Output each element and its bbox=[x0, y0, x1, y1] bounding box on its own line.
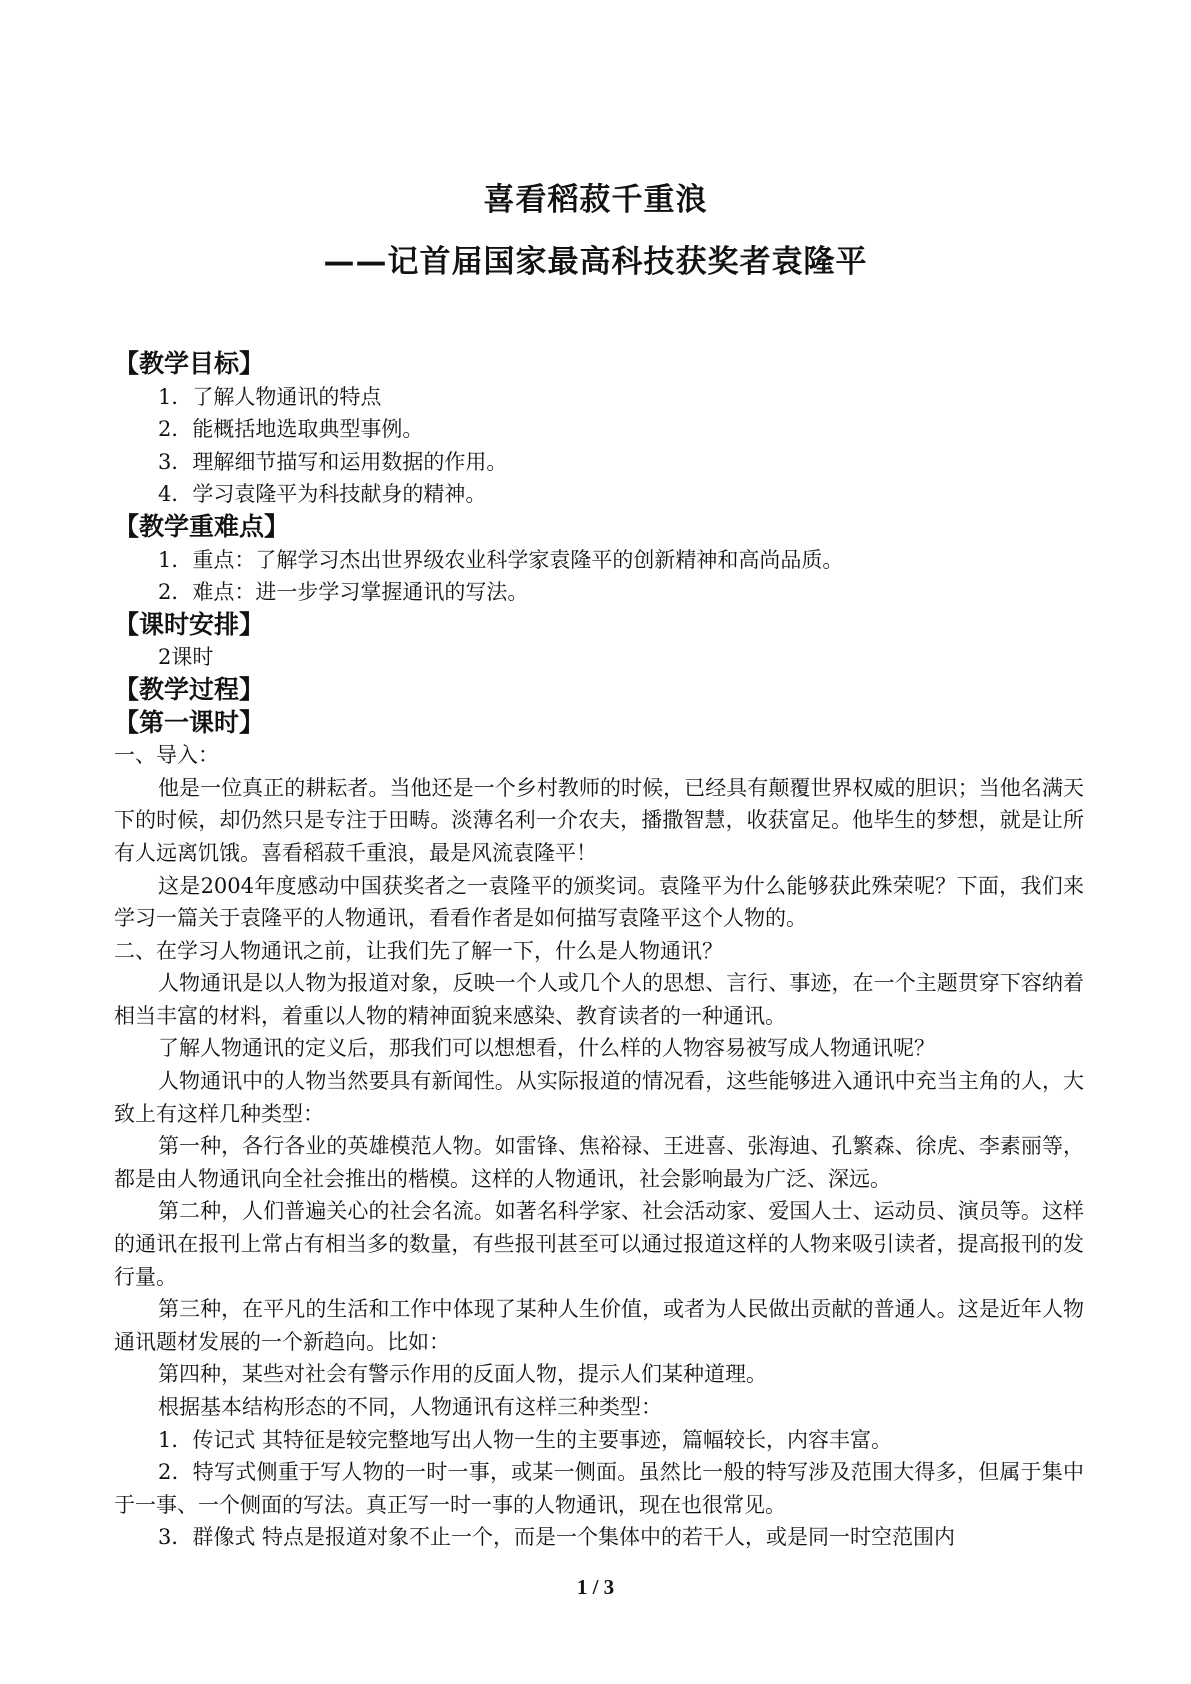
list-item: 1．了解人物通讯的特点 bbox=[158, 384, 382, 409]
document-subtitle: ——记首届国家最高科技获奖者袁隆平 bbox=[323, 244, 868, 280]
body-paragraph: 2．特写式侧重于写人物的一时一事，或某一侧面。虽然比一般的特写涉及范围大得多，但属于集中于一事、一个侧面的写法。真正写一时一事的人物通讯，现在也很常见。 bbox=[114, 1460, 1084, 1517]
section-heading: 【第一课时】 bbox=[114, 707, 265, 737]
section-heading: 【教学过程】 bbox=[114, 674, 265, 704]
body-paragraph: 二、在学习人物通讯之前，让我们先了解一下，什么是人物通讯？ bbox=[114, 938, 723, 963]
body-paragraph: 第四种，某些对社会有警示作用的反面人物，提示人们某种道理。 bbox=[158, 1362, 767, 1387]
body-paragraph: 根据基本结构形态的不同，人物通讯有这样三种类型： bbox=[158, 1395, 662, 1419]
section-heading: 【教学目标】 bbox=[114, 349, 265, 378]
list-item: 3．理解细节描写和运用数据的作用。 bbox=[158, 449, 508, 474]
body-paragraph: 了解人物通讯的定义后，那我们可以想想看，什么样的人物容易被写成人物通讯呢？ bbox=[158, 1036, 935, 1061]
list-item: 2课时 bbox=[158, 645, 214, 670]
list-item: 2．能概括地选取典型事例。 bbox=[158, 417, 424, 442]
document-body bbox=[114, 348, 1084, 1554]
page-number: 1 / 3 bbox=[576, 1575, 615, 1599]
body-paragraph: 第三种，在平凡的生活和工作中体现了某种人生价值，或者为人民做出贡献的普通人。这是近年人物通讯题材发展的一个新趋向。比如： bbox=[114, 1297, 1084, 1354]
body-paragraph: 第一种，各行各业的英雄模范人物。如雷锋、焦裕禄、王进喜、张海迪、孔繁森、徐虎、李素丽等，都是由人物通讯向全社会推出的楷模。这样的人物通讯，社会影响最为广泛、深远。 bbox=[114, 1134, 1084, 1191]
section-heading: 【教学重难点】 bbox=[114, 511, 290, 541]
document-title: 喜看稻菽千重浪 bbox=[483, 182, 708, 218]
body-paragraph: 人物通讯是以人物为报道对象，反映一个人或几个人的思想、言行、事迹，在一个主题贯穿下容纳着相当丰富的材料，着重以人物的精神面貌来感染、教育读者的一种通讯。 bbox=[114, 971, 1084, 1028]
body-paragraph: 他是一位真正的耕耘者。当他还是一个乡村教师的时候，已经具有颠覆世界权威的胆识；当他名满天下的时候，却仍然只是专注于田畴。淡薄名利一介农夫，播撒智慧，收获富足。他毕生的梦想，就是让所有人远离饥饿。喜看稻菽千重浪，最是风流袁隆平！ bbox=[114, 775, 1084, 865]
list-item: 4．学习袁隆平为科技献身的精神。 bbox=[158, 482, 487, 507]
body-paragraph: 一、导入： bbox=[114, 743, 219, 768]
body-paragraph: 1．传记式 其特征是较完整地写出人物一生的主要事迹，篇幅较长，内容丰富。 bbox=[158, 1427, 893, 1452]
body-paragraph: 3．群像式 特点是报道对象不止一个，而是一个集体中的若干人，或是同一时空范围内 bbox=[158, 1525, 956, 1550]
body-paragraph: 第二种，人们普遍关心的社会名流。如著名科学家、社会活动家、爱国人士、运动员、演员等。这样的通讯在报刊上常占有相当多的数量，有些报刊甚至可以通过报道这样的人物来吸引读者，提高报刊的发行量。 bbox=[114, 1199, 1084, 1289]
body-paragraph: 人物通讯中的人物当然要具有新闻性。从实际报道的情况看，这些能够进入通讯中充当主角的人，大致上有这样几种类型： bbox=[114, 1069, 1084, 1126]
body-paragraph: 这是2004年度感动中国获奖者之一袁隆平的颁奖词。袁隆平为什么能够获此殊荣呢？下面，我们来学习一篇关于袁隆平的人物通讯，看看作者是如何描写袁隆平这个人物的。 bbox=[114, 873, 1084, 931]
list-item: 1．重点：了解学习杰出世界级农业科学家袁隆平的创新精神和高尚品质。 bbox=[158, 547, 844, 572]
list-item: 2．难点：进一步学习掌握通讯的写法。 bbox=[158, 580, 529, 605]
section-heading: 【课时安排】 bbox=[114, 609, 265, 639]
